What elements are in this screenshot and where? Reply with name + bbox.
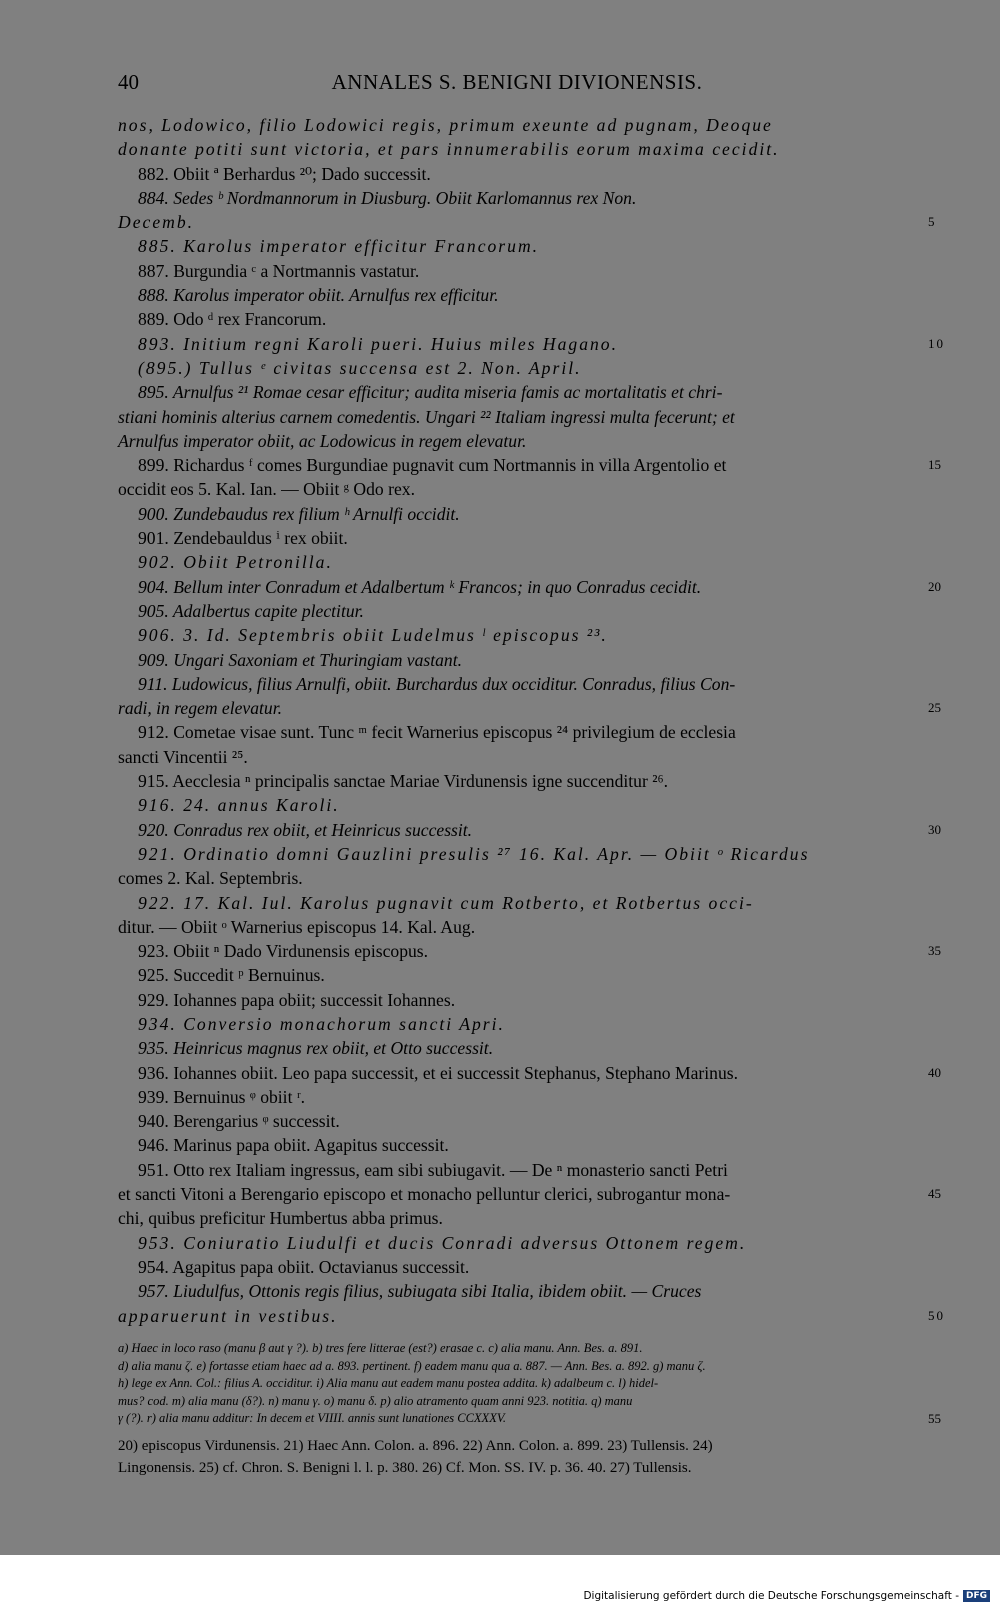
footnotes bbox=[118, 1436, 918, 1479]
text-line bbox=[118, 672, 918, 696]
text-line bbox=[118, 866, 918, 890]
line-text: 900. Zundebaudus rex filium ʰ Arnulfi occidit. bbox=[138, 503, 460, 524]
running-title: ANNALES S. BENIGNI DIVIONENSIS. bbox=[331, 70, 703, 94]
line-text: 904. Bellum inter Conradum et Adalbertum ᵏ Francos; in quo Conradus cecidit. bbox=[138, 576, 702, 597]
line-number: 20 bbox=[928, 578, 941, 594]
text-line bbox=[118, 963, 918, 987]
text-line bbox=[118, 648, 918, 672]
text-line bbox=[118, 526, 918, 550]
note-line bbox=[118, 1375, 918, 1393]
credit-text: Digitalisierung gefördert durch die Deutsche Forschungsgemeinschaft - bbox=[583, 1590, 959, 1602]
text-line bbox=[118, 745, 918, 769]
footnote-line: 20) episcopus Virdunensis. 21) Haec Ann. Colon. a. 896. 22) Ann. Colon. a. 899. 23) Tullensis. 24) bbox=[118, 1438, 713, 1454]
text-line bbox=[118, 477, 918, 501]
page-header bbox=[118, 70, 916, 100]
line-text: 906. 3. Id. Septembris obiit Ludelmus ˡ episcopus ²³. bbox=[138, 625, 608, 646]
text-line bbox=[118, 793, 918, 817]
line-text: 954. Agapitus papa obiit. Octavianus successit. bbox=[138, 1256, 470, 1277]
line-text: 882. Obiit ª Berhardus ²⁰; Dado successit. bbox=[138, 163, 431, 184]
text-line bbox=[118, 915, 918, 939]
line-text: 951. Otto rex Italiam ingressus, eam sibi subiugavit. — De ⁿ monasterio sancti Petri bbox=[138, 1159, 728, 1180]
line-text: nos, Lodowico, filio Lodowici regis, primum exeunte ad pugnam, Deoque bbox=[118, 115, 773, 135]
line-text: 940. Berengarius ᵠ successit. bbox=[138, 1111, 340, 1132]
text-line bbox=[118, 720, 918, 744]
line-text: 939. Bernuinus ᵠ obiit ʳ. bbox=[138, 1086, 306, 1107]
text-line bbox=[118, 1231, 918, 1255]
line-text: ditur. — Obiit ᵒ Warnerius episcopus 14. Kal. Aug. bbox=[118, 916, 476, 937]
line-text: 936. Iohannes obiit. Leo papa successit, et ei successit Stephanus, Stephano Marinus. bbox=[138, 1062, 739, 1083]
line-number: 10 bbox=[928, 335, 945, 351]
line-number: 35 bbox=[928, 943, 941, 959]
text-line bbox=[118, 1036, 918, 1060]
line-text: 929. Iohannes papa obiit; successit Iohannes. bbox=[138, 989, 456, 1010]
line-text: 885. Karolus imperator efficitur Francorum. bbox=[138, 236, 540, 257]
line-text: 920. Conradus rex obiit, et Heinricus successit. bbox=[138, 819, 473, 840]
text-line bbox=[118, 453, 941, 477]
line-text: 946. Marinus papa obiit. Agapitus successit. bbox=[138, 1135, 449, 1156]
line-number: 15 bbox=[928, 457, 941, 473]
line-text: 922. 17. Kal. Iul. Karolus pugnavit cum Rotberto, et Rotbertus occi- bbox=[138, 892, 754, 913]
line-number: 50 bbox=[928, 1307, 945, 1323]
line-text: 899. Richardus ᶠ comes Burgundiae pugnavit cum Nortmannis in villa Argentolio et bbox=[138, 455, 727, 476]
text-line bbox=[118, 283, 918, 307]
text-line bbox=[118, 1279, 918, 1303]
note-text: mus? cod. m) alia manu (δ?). n) manu γ. o) manu δ. p) alio atramento quam anni 923. notitia. q) manu bbox=[118, 1393, 633, 1408]
text-line bbox=[118, 1133, 918, 1157]
line-number: 30 bbox=[928, 821, 941, 837]
text-line bbox=[118, 1206, 918, 1230]
text-line bbox=[118, 1085, 918, 1109]
dfg-logo: DFG bbox=[963, 1590, 990, 1602]
line-text: 902. Obiit Petronilla. bbox=[138, 552, 333, 573]
note-text: h) lege ex Ann. Col.: filius A. occiditur. i) Alia manu aut eadem manu postea addita. k) adalbeum c. l) hidel- bbox=[118, 1376, 659, 1390]
note-line bbox=[118, 1410, 941, 1428]
note-text: a) Haec in loco raso (manu β aut γ ?). b) tres fere litterae (est?) erasae c. c) alia manu. Ann. Bes. a. 891. bbox=[118, 1341, 643, 1355]
text-line bbox=[118, 1255, 918, 1279]
line-number: 55 bbox=[928, 1411, 941, 1426]
line-text: 915. Aecclesia ⁿ principalis sanctae Mariae Virdunensis igne succenditur ²⁶. bbox=[138, 771, 669, 792]
line-text: 912. Cometae visae sunt. Tunc ᵐ fecit Warnerius episcopus ²⁴ privilegium de ecclesia bbox=[138, 722, 736, 743]
text-line bbox=[118, 550, 918, 574]
line-text: apparuerunt in vestibus. bbox=[118, 1305, 338, 1326]
line-text: 923. Obiit ⁿ Dado Virdunensis episcopus. bbox=[138, 941, 429, 962]
text-line bbox=[118, 429, 918, 453]
line-text: comes 2. Kal. Septembris. bbox=[118, 868, 303, 889]
line-text: (895.) Tullus ᵉ civitas succensa est 2. Non. April. bbox=[138, 357, 582, 378]
line-text: 909. Ungari Saxoniam et Thuringiam vastant. bbox=[138, 649, 463, 670]
line-text: 887. Burgundia ᶜ a Nortmannis vastatur. bbox=[138, 260, 420, 281]
text-line bbox=[118, 113, 918, 137]
critical-apparatus bbox=[118, 1340, 941, 1428]
text-line bbox=[118, 988, 918, 1012]
line-text: 884. Sedes ᵇ Nordmannorum in Diusburg. Obiit Karlomannus rex Non. bbox=[138, 187, 637, 208]
text-line bbox=[118, 380, 918, 404]
text-line bbox=[118, 1304, 945, 1328]
text-line bbox=[118, 332, 945, 356]
text-line bbox=[118, 696, 941, 720]
text-line bbox=[118, 186, 918, 210]
line-text: 905. Adalbertus capite plectitur. bbox=[138, 600, 364, 621]
text-line bbox=[118, 1012, 918, 1036]
text-line bbox=[118, 1182, 941, 1206]
line-text: occidit eos 5. Kal. Ian. — Obiit ᵍ Odo rex. bbox=[118, 479, 415, 500]
annals-text bbox=[118, 113, 945, 1328]
text-line bbox=[118, 356, 918, 380]
line-text: 916. 24. annus Karoli. bbox=[138, 795, 340, 816]
line-text: stiani hominis alterius carnem comedentis. Ungari ²² Italiam ingressi multa fecerunt; et bbox=[118, 406, 735, 427]
note-text: d) alia manu ζ. e) fortasse etiam haec ad a. 893. pertinent. f) eadem manu qua a. 887. — Ann. Bes. a. 892. g) manu ζ. bbox=[118, 1358, 706, 1373]
line-text: sancti Vincentii ²⁵. bbox=[118, 746, 248, 767]
text-line bbox=[118, 575, 941, 599]
line-text: Decemb. bbox=[118, 212, 195, 233]
text-line bbox=[118, 234, 918, 258]
text-line bbox=[118, 818, 941, 842]
note-text: γ (?). r) alia manu additur: In decem et VIIII. annis sunt lunationes CCXXXV. bbox=[118, 1411, 506, 1425]
line-text: 934. Conversio monachorum sancti Apri. bbox=[138, 1013, 505, 1034]
footnote-line: Lingonensis. 25) cf. Chron. S. Benigni l. l. p. 380. 26) Cf. Mon. SS. IV. p. 36. 40. 27) Tullensis. bbox=[118, 1459, 692, 1476]
text-line bbox=[118, 502, 918, 526]
text-line bbox=[118, 939, 941, 963]
text-line bbox=[118, 162, 918, 186]
text-line bbox=[118, 1109, 918, 1133]
note-line bbox=[118, 1340, 918, 1358]
line-number: 5 bbox=[928, 214, 937, 230]
line-text: 893. Initium regni Karoli pueri. Huius miles Hagano. bbox=[138, 333, 618, 354]
line-number: 25 bbox=[928, 700, 941, 716]
line-text: donante potiti sunt victoria, et pars innumerabilis eorum maxima cecidit. bbox=[118, 139, 780, 160]
note-line bbox=[118, 1393, 918, 1411]
text-line bbox=[118, 1061, 941, 1085]
text-line bbox=[118, 842, 918, 866]
text-line bbox=[118, 891, 918, 915]
page-number: 40 bbox=[118, 70, 139, 94]
text-line bbox=[118, 769, 918, 793]
line-text: 888. Karolus imperator obiit. Arnulfus rex efficitur. bbox=[138, 285, 499, 306]
text-line bbox=[118, 623, 918, 647]
digitization-credit bbox=[583, 1590, 990, 1602]
line-text: 925. Succedit ᵖ Bernuinus. bbox=[138, 965, 325, 986]
text-line bbox=[118, 599, 918, 623]
line-text: 953. Coniuratio Liudulfi et ducis Conradi adversus Ottonem regem. bbox=[138, 1232, 747, 1253]
line-text: et sancti Vitoni a Berengario episcopo et monacho pelluntur clerici, subrogantur mona- bbox=[118, 1184, 731, 1205]
line-text: chi, quibus preficitur Humbertus abba primus. bbox=[118, 1208, 443, 1229]
text-line bbox=[118, 137, 918, 161]
line-text: 957. Liudulfus, Ottonis regis filius, subiugata sibi Italia, ibidem obiit. — Cruces bbox=[138, 1281, 702, 1302]
line-text: 935. Heinricus magnus rex obiit, et Otto successit. bbox=[138, 1038, 494, 1059]
line-text: 921. Ordinatio domni Gauzlini presulis ²⁷ 16. Kal. Apr. — Obiit ᵒ Ricardus bbox=[138, 843, 810, 864]
line-text: radi, in regem elevatur. bbox=[118, 698, 283, 719]
line-number: 45 bbox=[928, 1186, 941, 1202]
line-number: 40 bbox=[928, 1064, 941, 1080]
text-line bbox=[118, 307, 918, 331]
line-text: 889. Odo ᵈ rex Francorum. bbox=[138, 309, 327, 330]
text-line bbox=[118, 1158, 918, 1182]
line-text: 911. Ludowicus, filius Arnulfi, obiit. Burchardus dux occiditur. Conradus, filius Con- bbox=[138, 673, 736, 694]
note-line bbox=[118, 1358, 918, 1376]
line-text: 901. Zendebauldus ⁱ rex obiit. bbox=[138, 528, 348, 549]
line-text: Arnulfus imperator obiit, ac Lodowicus in regem elevatur. bbox=[118, 430, 527, 451]
line-text: 895. Arnulfus ²¹ Romae cesar efficitur; audita miseria famis ac mortalitatis et chri- bbox=[138, 382, 723, 403]
text-line bbox=[118, 405, 918, 429]
text-line bbox=[118, 259, 918, 283]
text-line bbox=[118, 210, 937, 234]
